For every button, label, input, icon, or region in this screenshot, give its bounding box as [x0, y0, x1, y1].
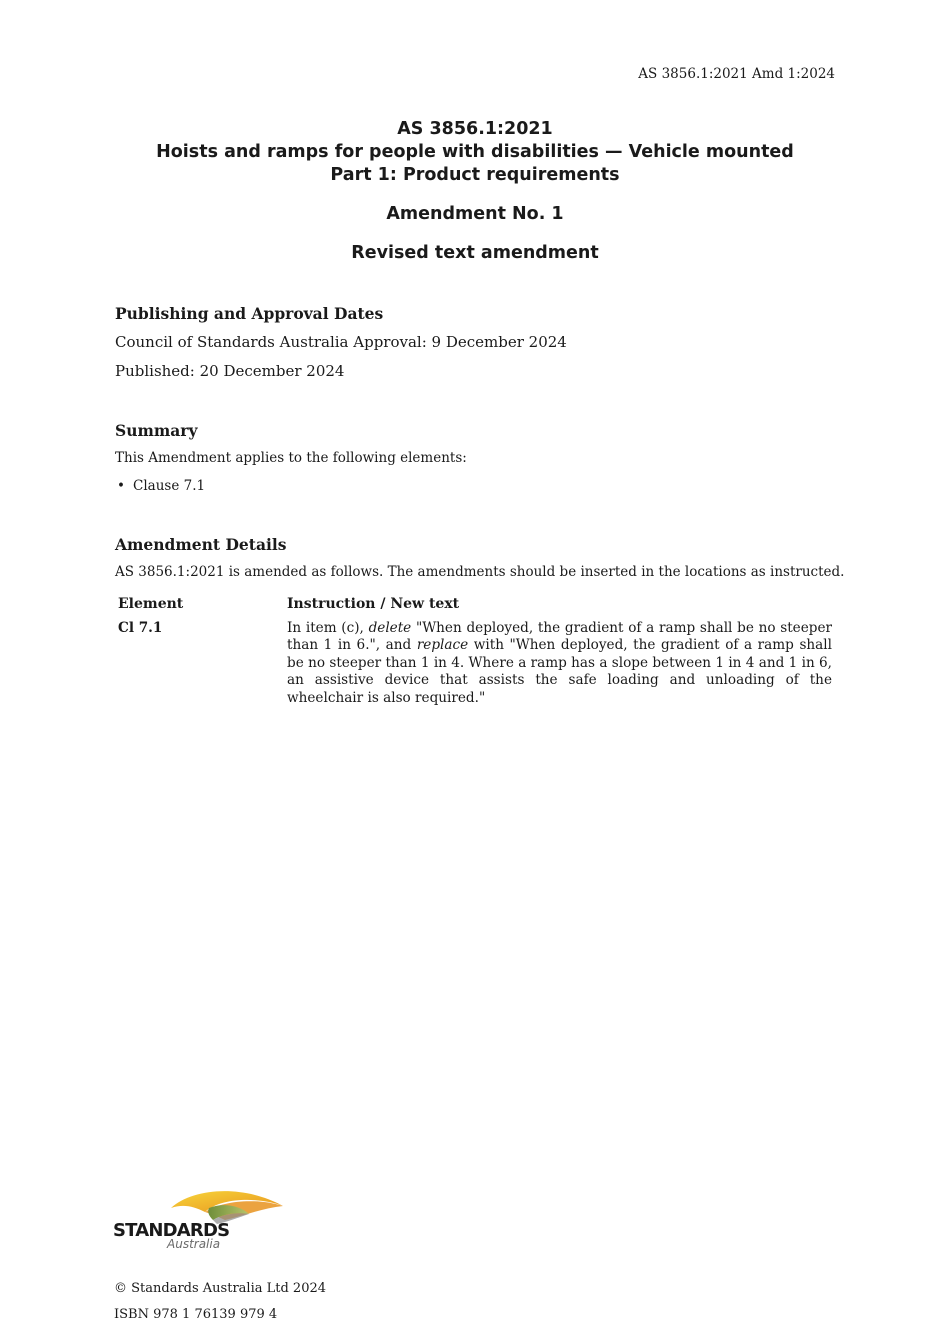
document-title: Hoists and ramps for people with disabilities — Vehicle mounted	[156, 142, 794, 162]
amendment-table	[115, 593, 835, 709]
bullet-icon: •	[117, 478, 125, 494]
amendment-type: Revised text amendment	[351, 243, 599, 263]
isbn: ISBN 978 1 76139 979 4	[114, 1307, 278, 1322]
instruction-text: with "When deployed, the gradient of a ramp shall be no steeper than 1 in 4. Where a ramp has a slope between 1 in 4 and 1 in 6, an assistive device that assists the safe loading and unloading of the wheelchair is also required."	[287, 637, 832, 706]
table-row	[115, 618, 835, 709]
title-block	[0, 118, 950, 187]
details-heading: Amendment Details	[115, 535, 287, 554]
instruction-text: "When deployed, the gradient of a ramp shall be no steeper than 1 in 6.", and	[287, 620, 833, 654]
publishing-heading: Publishing and Approval Dates	[115, 304, 384, 323]
summary-heading: Summary	[115, 421, 198, 440]
instruction-verb-replace: replace	[416, 637, 469, 654]
summary-list-item	[117, 478, 205, 494]
row-element: Cl 7.1	[118, 620, 163, 636]
approval-date: Council of Standards Australia Approval: 9 December 2024	[115, 333, 567, 351]
published-date: Published: 20 December 2024	[115, 362, 345, 380]
instruction-text: In item (c),	[287, 620, 369, 636]
summary-intro: This Amendment applies to the following elements:	[115, 450, 467, 466]
instruction-verb-delete: delete	[368, 620, 412, 636]
summary-item-label: Clause 7.1	[133, 478, 206, 494]
column-header-element: Element	[118, 596, 184, 612]
logo-subtext: Australia	[167, 1237, 221, 1251]
standards-australia-logo	[113, 1186, 288, 1254]
column-header-instruction: Instruction / New text	[287, 596, 460, 612]
row-instruction	[284, 618, 835, 709]
part-title: Part 1: Product requirements	[330, 165, 620, 185]
running-header: AS 3856.1:2021 Amd 1:2024	[638, 66, 835, 82]
copyright-notice: © Standards Australia Ltd 2024	[114, 1281, 327, 1296]
standard-designation: AS 3856.1:2021	[397, 119, 553, 139]
amendment-number: Amendment No. 1	[386, 204, 564, 224]
details-intro: AS 3856.1:2021 is amended as follows. The amendments should be inserted in the locations as instructed.	[115, 564, 845, 580]
table-header-row	[115, 593, 835, 618]
logo-wordmark: STANDARDS	[113, 1220, 230, 1241]
